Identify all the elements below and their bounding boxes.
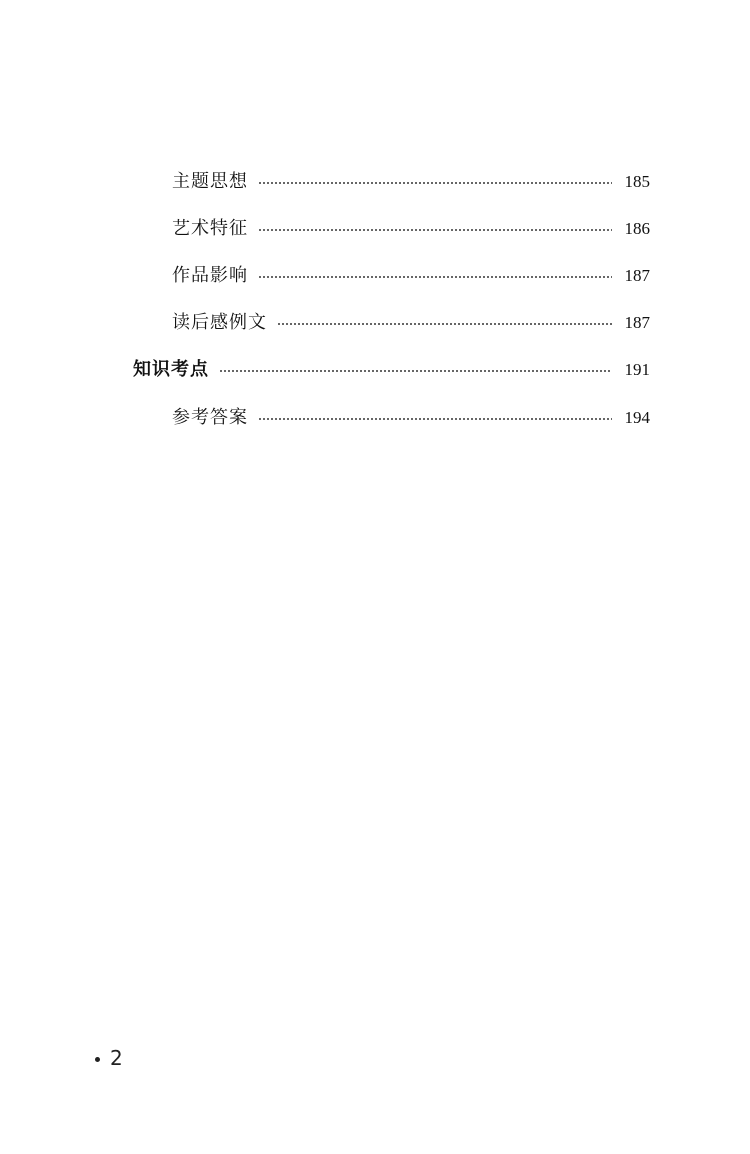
- dot-leader: [258, 276, 612, 278]
- toc-entry-title: 参考答案: [172, 407, 248, 428]
- dot-leader: [277, 323, 612, 325]
- toc-entry-page: 187: [624, 313, 650, 332]
- toc-entry[interactable]: [172, 168, 650, 196]
- dot-leader: [258, 182, 612, 184]
- toc-entry-page: 186: [624, 219, 650, 238]
- toc-entry[interactable]: [172, 309, 650, 337]
- toc-entry-title: 主题思想: [172, 171, 248, 192]
- toc-entry-page: 187: [624, 266, 650, 285]
- toc-entry-title: 作品影响: [172, 265, 248, 286]
- bullet-icon: [95, 1057, 100, 1062]
- toc-section-entry[interactable]: [133, 356, 650, 384]
- dot-leader: [258, 418, 612, 420]
- toc-entry[interactable]: [172, 262, 650, 290]
- dot-leader: [219, 370, 612, 372]
- toc-entry-page: 185: [624, 172, 650, 191]
- toc-entry-page: 194: [624, 408, 650, 427]
- toc-entry[interactable]: [172, 215, 650, 243]
- dot-leader: [258, 229, 612, 231]
- page-number: 2: [110, 1046, 123, 1070]
- toc-section-title: 知识考点: [133, 359, 209, 380]
- toc-entry-page: 191: [624, 360, 650, 379]
- toc-entry[interactable]: [172, 404, 650, 432]
- toc-entry-title: 读后感例文: [172, 312, 267, 333]
- toc-entry-title: 艺术特征: [172, 218, 248, 239]
- page-footer: [95, 1046, 123, 1070]
